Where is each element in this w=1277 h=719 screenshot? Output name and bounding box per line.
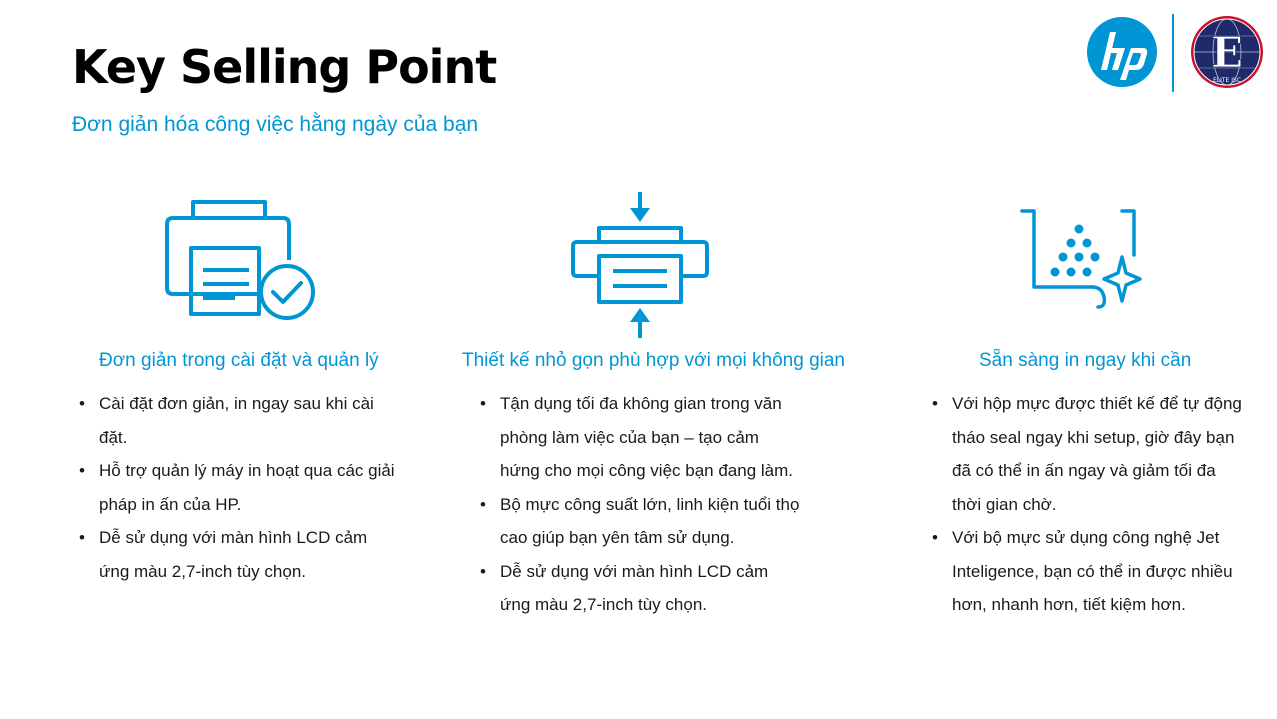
column-3-points <box>925 387 1245 622</box>
svg-text:E: E <box>1210 28 1244 77</box>
page-title: Key Selling Point <box>72 40 497 94</box>
list-item: • Với bộ mực sử dụng công nghệ Jet Inteligence, bạn có thể in được nhiều hơn, nhanh hơn, tiết kiệm hơn. <box>925 521 1245 622</box>
column-3-heading: Sẵn sàng in ngay khi cần <box>979 350 1192 371</box>
column-2-points <box>473 387 803 622</box>
toner-sparkle-icon <box>1018 207 1142 311</box>
logo-group <box>1085 12 1265 92</box>
list-item: • Tận dụng tối đa không gian trong văn phòng làm việc của bạn – tạo cảm hứng cho mọi công việc bạn đang làm. <box>473 387 803 488</box>
list-item: • Dễ sử dụng với màn hình LCD cảm ứng màu 2,7-inch tùy chọn. <box>72 521 402 588</box>
column-1-heading: Đơn giản trong cài đặt và quản lý <box>99 350 379 371</box>
list-item: • Với hộp mực được thiết kế để tự động tháo seal ngay khi setup, giờ đây bạn đã có thể in ấn ngay và giảm tối đa thời gian chờ. <box>925 387 1245 521</box>
list-item: • Cài đặt đơn giản, in ngay sau khi cài đặt. <box>72 387 402 454</box>
column-2-heading: Thiết kế nhỏ gọn phù hợp với mọi không gian <box>462 350 845 371</box>
list-item: • Hỗ trợ quản lý máy in hoạt qua các giải pháp in ấn của HP. <box>72 454 402 521</box>
page-subtitle: Đơn giản hóa công việc hằng ngày của bạn <box>72 113 479 136</box>
printer-check-icon <box>163 198 319 322</box>
hp-logo-icon <box>1087 17 1157 87</box>
list-item: • Dễ sử dụng với màn hình LCD cảm ứng màu 2,7-inch tùy chọn. <box>473 555 803 622</box>
compact-printer-icon <box>569 192 711 338</box>
column-1-points <box>72 387 402 588</box>
svg-text:ELITE JSC: ELITE JSC <box>1212 77 1242 84</box>
elite-jsc-logo-icon <box>1191 16 1263 88</box>
list-item: • Bộ mực công suất lớn, linh kiện tuổi thọ cao giúp bạn yên tâm sử dụng. <box>473 488 803 555</box>
logo-divider <box>1172 14 1174 92</box>
